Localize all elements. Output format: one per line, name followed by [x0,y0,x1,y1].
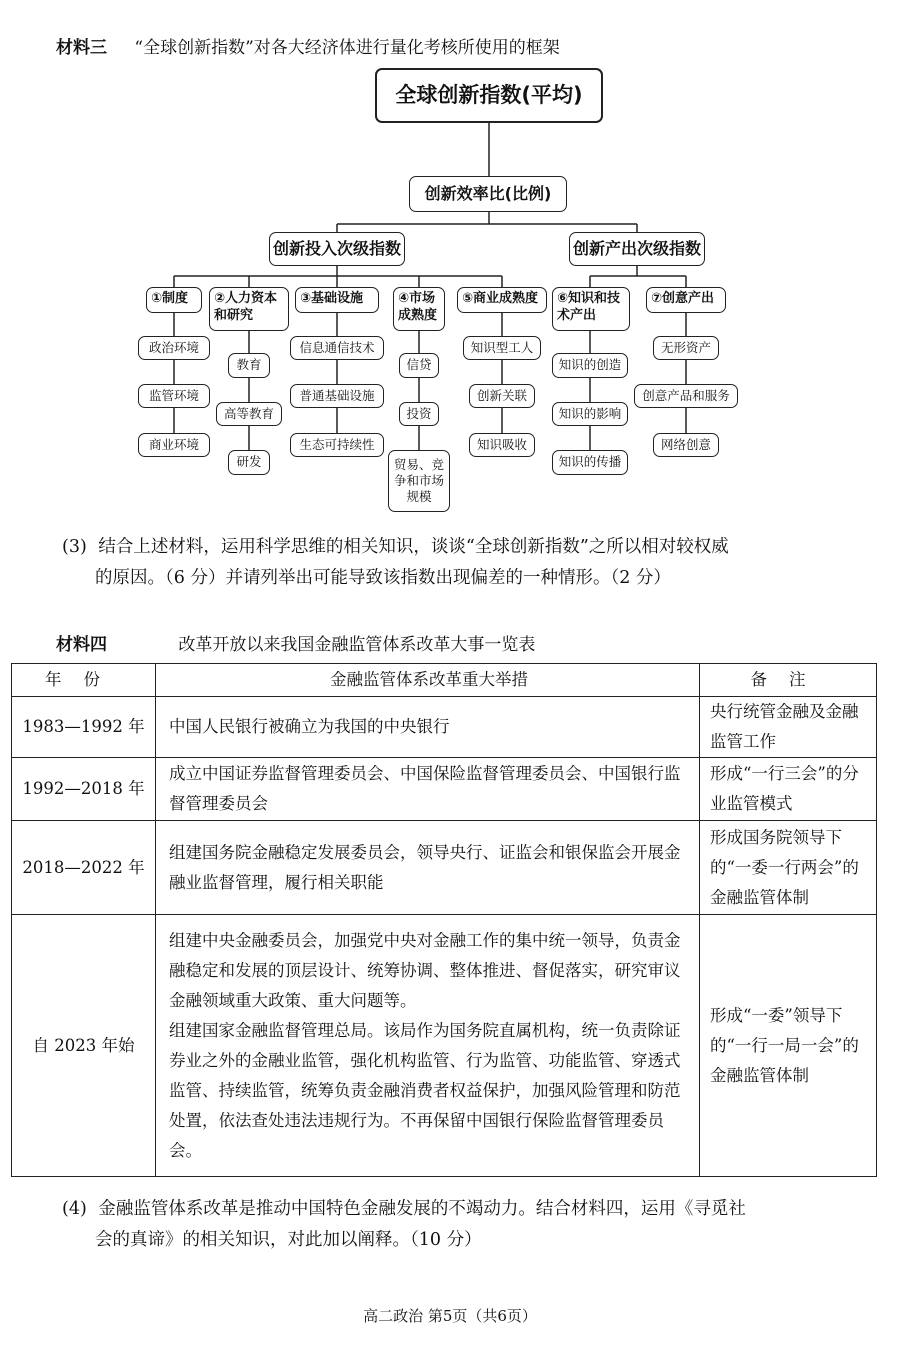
row-measure: 成立中国证券监督管理委员会、中国保险监督管理委员会、中国银行监督管理委员会 [156,758,700,821]
leaf-innovation-linkages: 创新关联 [469,384,535,408]
question3-line2: 的原因。（6 分）并请列举出可能导致该指数出现偏差的一种情形。（2 分） [95,568,671,588]
row-measure: 组建国务院金融稳定发展委员会，领导央行、证监会和银保监会开展金融业监督管理，履行相关职能 [156,821,700,915]
leaf-intangible-assets: 无形资产 [653,336,719,360]
table-row [12,758,877,821]
question4-line2: 会的真谛》的相关知识，对此加以阐释。（10 分） [95,1230,482,1250]
output-index-node: 创新产出次级指数 [569,232,705,266]
table-row [12,915,877,1177]
pillar-institutions: ①制度 [146,287,202,313]
leaf-research: 研发 [228,450,270,475]
question3 [62,532,882,594]
question4-number: (4) [62,1199,87,1219]
leaf-credit: 信贷 [399,353,439,378]
row-measure-part1: 组建中央金融委员会，加强党中央对金融工作的集中统一领导，负责金融稳定和发展的顶层设计、统筹协调、整体推进、督促落实，研究审议金融领域重大政策、重大问题等。 [169,930,681,1010]
header-year: 年份 [12,664,156,697]
row-year: 1983—1992 年 [12,697,156,758]
ratio-node: 创新效率比(比例) [409,176,567,212]
leaf-trade-competition: 贸易、竞争和市场规模 [388,450,450,512]
row-year: 2018—2022 年 [12,821,156,915]
leaf-general-infrastructure: 普通基础设施 [290,384,384,408]
row-year: 1992—2018 年 [12,758,156,821]
leaf-regulatory-environment: 监管环境 [138,384,210,408]
leaf-knowledge-diffusion: 知识的传播 [552,450,628,475]
row-note: 形成国务院领导下的“一委一行两会”的金融监管体制 [700,821,877,915]
header-measure: 金融监管体系改革重大举措 [156,664,700,697]
leaf-knowledge-workers: 知识型工人 [463,336,541,360]
row-measure [156,915,700,1177]
material4-label: 材料四 [56,635,107,655]
material3-title: “全球创新指数”对各大经济体进行量化考核所使用的框架 [134,38,560,58]
material3-label: 材料三 [56,38,107,58]
question4-line1: 金融监管体系改革是推动中国特色金融发展的不竭动力。结合材料四，运用《寻觅社 [98,1199,746,1219]
table-header-row [12,664,877,697]
question3-number: (3) [62,537,87,557]
root-node: 全球创新指数(平均) [375,68,603,123]
row-note: 央行统管金融及金融监管工作 [700,697,877,758]
leaf-online-creativity: 网络创意 [653,433,719,457]
table-row [12,821,877,915]
leaf-political-environment: 政治环境 [138,336,210,360]
input-index-node: 创新投入次级指数 [269,232,405,266]
leaf-investment: 投资 [399,402,439,426]
header-note: 备注 [700,664,877,697]
leaf-business-environment: 商业环境 [138,433,210,457]
row-note: 形成“一行三会”的分业监管模式 [700,758,877,821]
row-year: 自 2023 年始 [12,915,156,1177]
leaf-ict: 信息通信技术 [290,336,384,360]
row-measure: 中国人民银行被确立为我国的中央银行 [156,697,700,758]
page-footer: 高二政治 第5页（共6页） [363,1307,537,1325]
pillar-infrastructure: ③基础设施 [295,287,379,313]
reform-table [11,663,877,1177]
table-row [12,697,877,758]
pillar-human-capital: ②人力资本和研究 [209,287,289,331]
leaf-education: 教育 [228,353,270,378]
question4 [62,1194,882,1256]
pillar-market-sophistication: ④市场成熟度 [393,287,445,331]
pillar-creative-outputs: ⑦创意产出 [646,287,726,313]
pillar-business-sophistication: ⑤商业成熟度 [457,287,547,313]
material4-header [56,630,535,655]
leaf-knowledge-impact: 知识的影响 [552,402,628,426]
leaf-tertiary-education: 高等教育 [216,402,282,426]
row-measure-part2: 组建国家金融监督管理总局。该局作为国务院直属机构，统一负责除证券业之外的金融业监管，强化机构监管、行为监管、功能监管、穿透式监管、持续监管，统筹负责金融消费者权益保护，加强风险管理和防范处置，依法查处违法违规行为。不再保留中国银行保险监督管理委员会。 [169,1020,681,1160]
leaf-knowledge-creation: 知识的创造 [552,353,628,378]
question3-line1: 结合上述材料，运用科学思维的相关知识，谈谈“全球创新指数”之所以相对较权威 [98,537,729,557]
pillar-knowledge-tech-outputs: ⑥知识和技术产出 [552,287,630,331]
row-note: 形成“一委”领导下的“一行一局一会”的金融监管体制 [700,915,877,1177]
material4-title: 改革开放以来我国金融监管体系改革大事一览表 [178,635,536,655]
leaf-creative-goods-services: 创意产品和服务 [634,384,738,408]
leaf-knowledge-absorption: 知识吸收 [469,433,535,457]
leaf-ecological-sustainability: 生态可持续性 [290,433,384,457]
